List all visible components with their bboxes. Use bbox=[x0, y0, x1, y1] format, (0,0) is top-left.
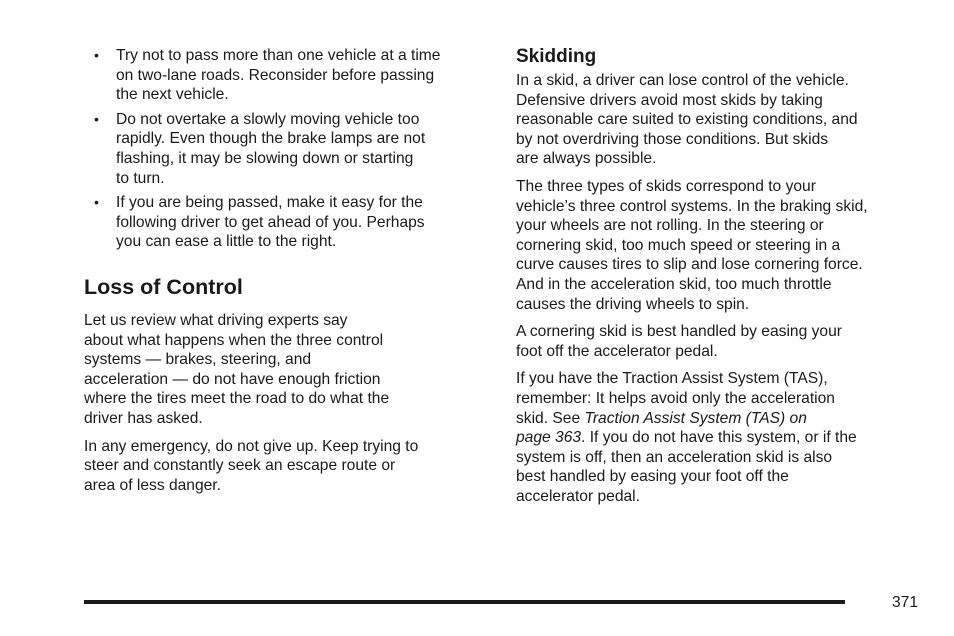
text-line: driver has asked. bbox=[84, 409, 203, 427]
text-line: If you are being passed, make it easy for the bbox=[116, 194, 423, 212]
text-line: following driver to get ahead of you. Perhaps bbox=[116, 213, 425, 231]
text-line: best handled by easing your foot off the bbox=[516, 468, 789, 486]
text-line bbox=[516, 409, 924, 429]
cross-reference-page[interactable]: page 363 bbox=[516, 429, 582, 447]
text-line: steer and constantly seek an escape route or bbox=[84, 457, 396, 475]
text-line: accelerator pedal. bbox=[516, 487, 640, 505]
left-column bbox=[84, 46, 484, 503]
footer-rule bbox=[84, 600, 845, 604]
text-line: to turn. bbox=[116, 169, 165, 187]
text-line: the next vehicle. bbox=[116, 86, 229, 104]
paragraph bbox=[516, 71, 924, 169]
paragraph bbox=[516, 322, 924, 361]
page-number: 371 bbox=[891, 594, 918, 611]
section-title: Loss of Control bbox=[84, 274, 243, 299]
bullet-symbol: • bbox=[94, 194, 99, 211]
text-line: are always possible. bbox=[516, 150, 657, 168]
text-line: In any emergency, do not give up. Keep trying to bbox=[84, 437, 419, 455]
text-line: area of less danger. bbox=[84, 476, 221, 494]
text-line: Let us review what driving experts say bbox=[84, 311, 348, 329]
text-line: rapidly. Even though the brake lamps are not bbox=[116, 130, 426, 148]
text-line: flashing, it may be slowing down or starting bbox=[116, 149, 414, 167]
text-line: Try not to pass more than one vehicle at a time bbox=[116, 47, 441, 64]
text-line: In a skid, a driver can lose control of the vehicle. bbox=[516, 72, 849, 89]
text-line: vehicle’s three control systems. In the braking skid, bbox=[516, 197, 868, 215]
text-line: on two-lane roads. Reconsider before passing bbox=[116, 66, 435, 84]
cross-reference-link[interactable]: Traction Assist System (TAS) on bbox=[584, 409, 807, 427]
text-line: where the tires meet the road to do what the bbox=[84, 390, 390, 408]
paragraph bbox=[516, 177, 924, 314]
text-run: skid. See bbox=[516, 409, 585, 427]
right-column bbox=[516, 46, 924, 514]
tas-paragraph bbox=[516, 369, 924, 506]
bullet-list bbox=[84, 46, 484, 252]
text-line: Defensive drivers avoid most skids by taking bbox=[516, 91, 823, 109]
text-line: The three types of skids correspond to your bbox=[516, 177, 816, 195]
text-line: Do not overtake a slowly moving vehicle too bbox=[116, 110, 420, 128]
text-run: . If you do not have this system, or if the bbox=[581, 429, 857, 447]
text-line: your wheels are not rolling. In the steering or bbox=[516, 217, 824, 235]
text-line: curve causes tires to slip and lose cornering force. bbox=[516, 256, 863, 274]
text-line: reasonable care suited to existing conditions, and bbox=[516, 111, 858, 129]
bullet-item bbox=[84, 46, 484, 105]
text-line: cornering skid, too much speed or steering in a bbox=[516, 236, 841, 254]
text-line: by not overdriving those conditions. But skids bbox=[516, 130, 829, 148]
text-line: you can ease a little to the right. bbox=[116, 233, 337, 251]
text-line bbox=[516, 428, 924, 448]
bullet-item bbox=[84, 193, 484, 252]
bullet-symbol: • bbox=[94, 110, 99, 127]
subsection-title: Skidding bbox=[516, 46, 597, 67]
paragraph bbox=[84, 311, 484, 429]
text-line: A cornering skid is best handled by easing your bbox=[516, 323, 842, 341]
paragraph bbox=[84, 437, 484, 496]
text-line: If you have the Traction Assist System (TAS), bbox=[516, 370, 828, 388]
bullet-item bbox=[84, 110, 484, 188]
text-line: And in the acceleration skid, too much throttle bbox=[516, 275, 832, 293]
text-line: systems — brakes, steering, and bbox=[84, 351, 312, 369]
text-line: remember: It helps avoid only the acceleration bbox=[516, 389, 835, 407]
text-line: causes the driving wheels to spin. bbox=[516, 295, 750, 313]
bullet-symbol: • bbox=[94, 47, 99, 63]
text-line: system is off, then an acceleration skid is also bbox=[516, 448, 833, 466]
text-line: about what happens when the three control bbox=[84, 331, 384, 349]
text-line: foot off the accelerator pedal. bbox=[516, 342, 718, 360]
text-line: acceleration — do not have enough friction bbox=[84, 370, 381, 388]
